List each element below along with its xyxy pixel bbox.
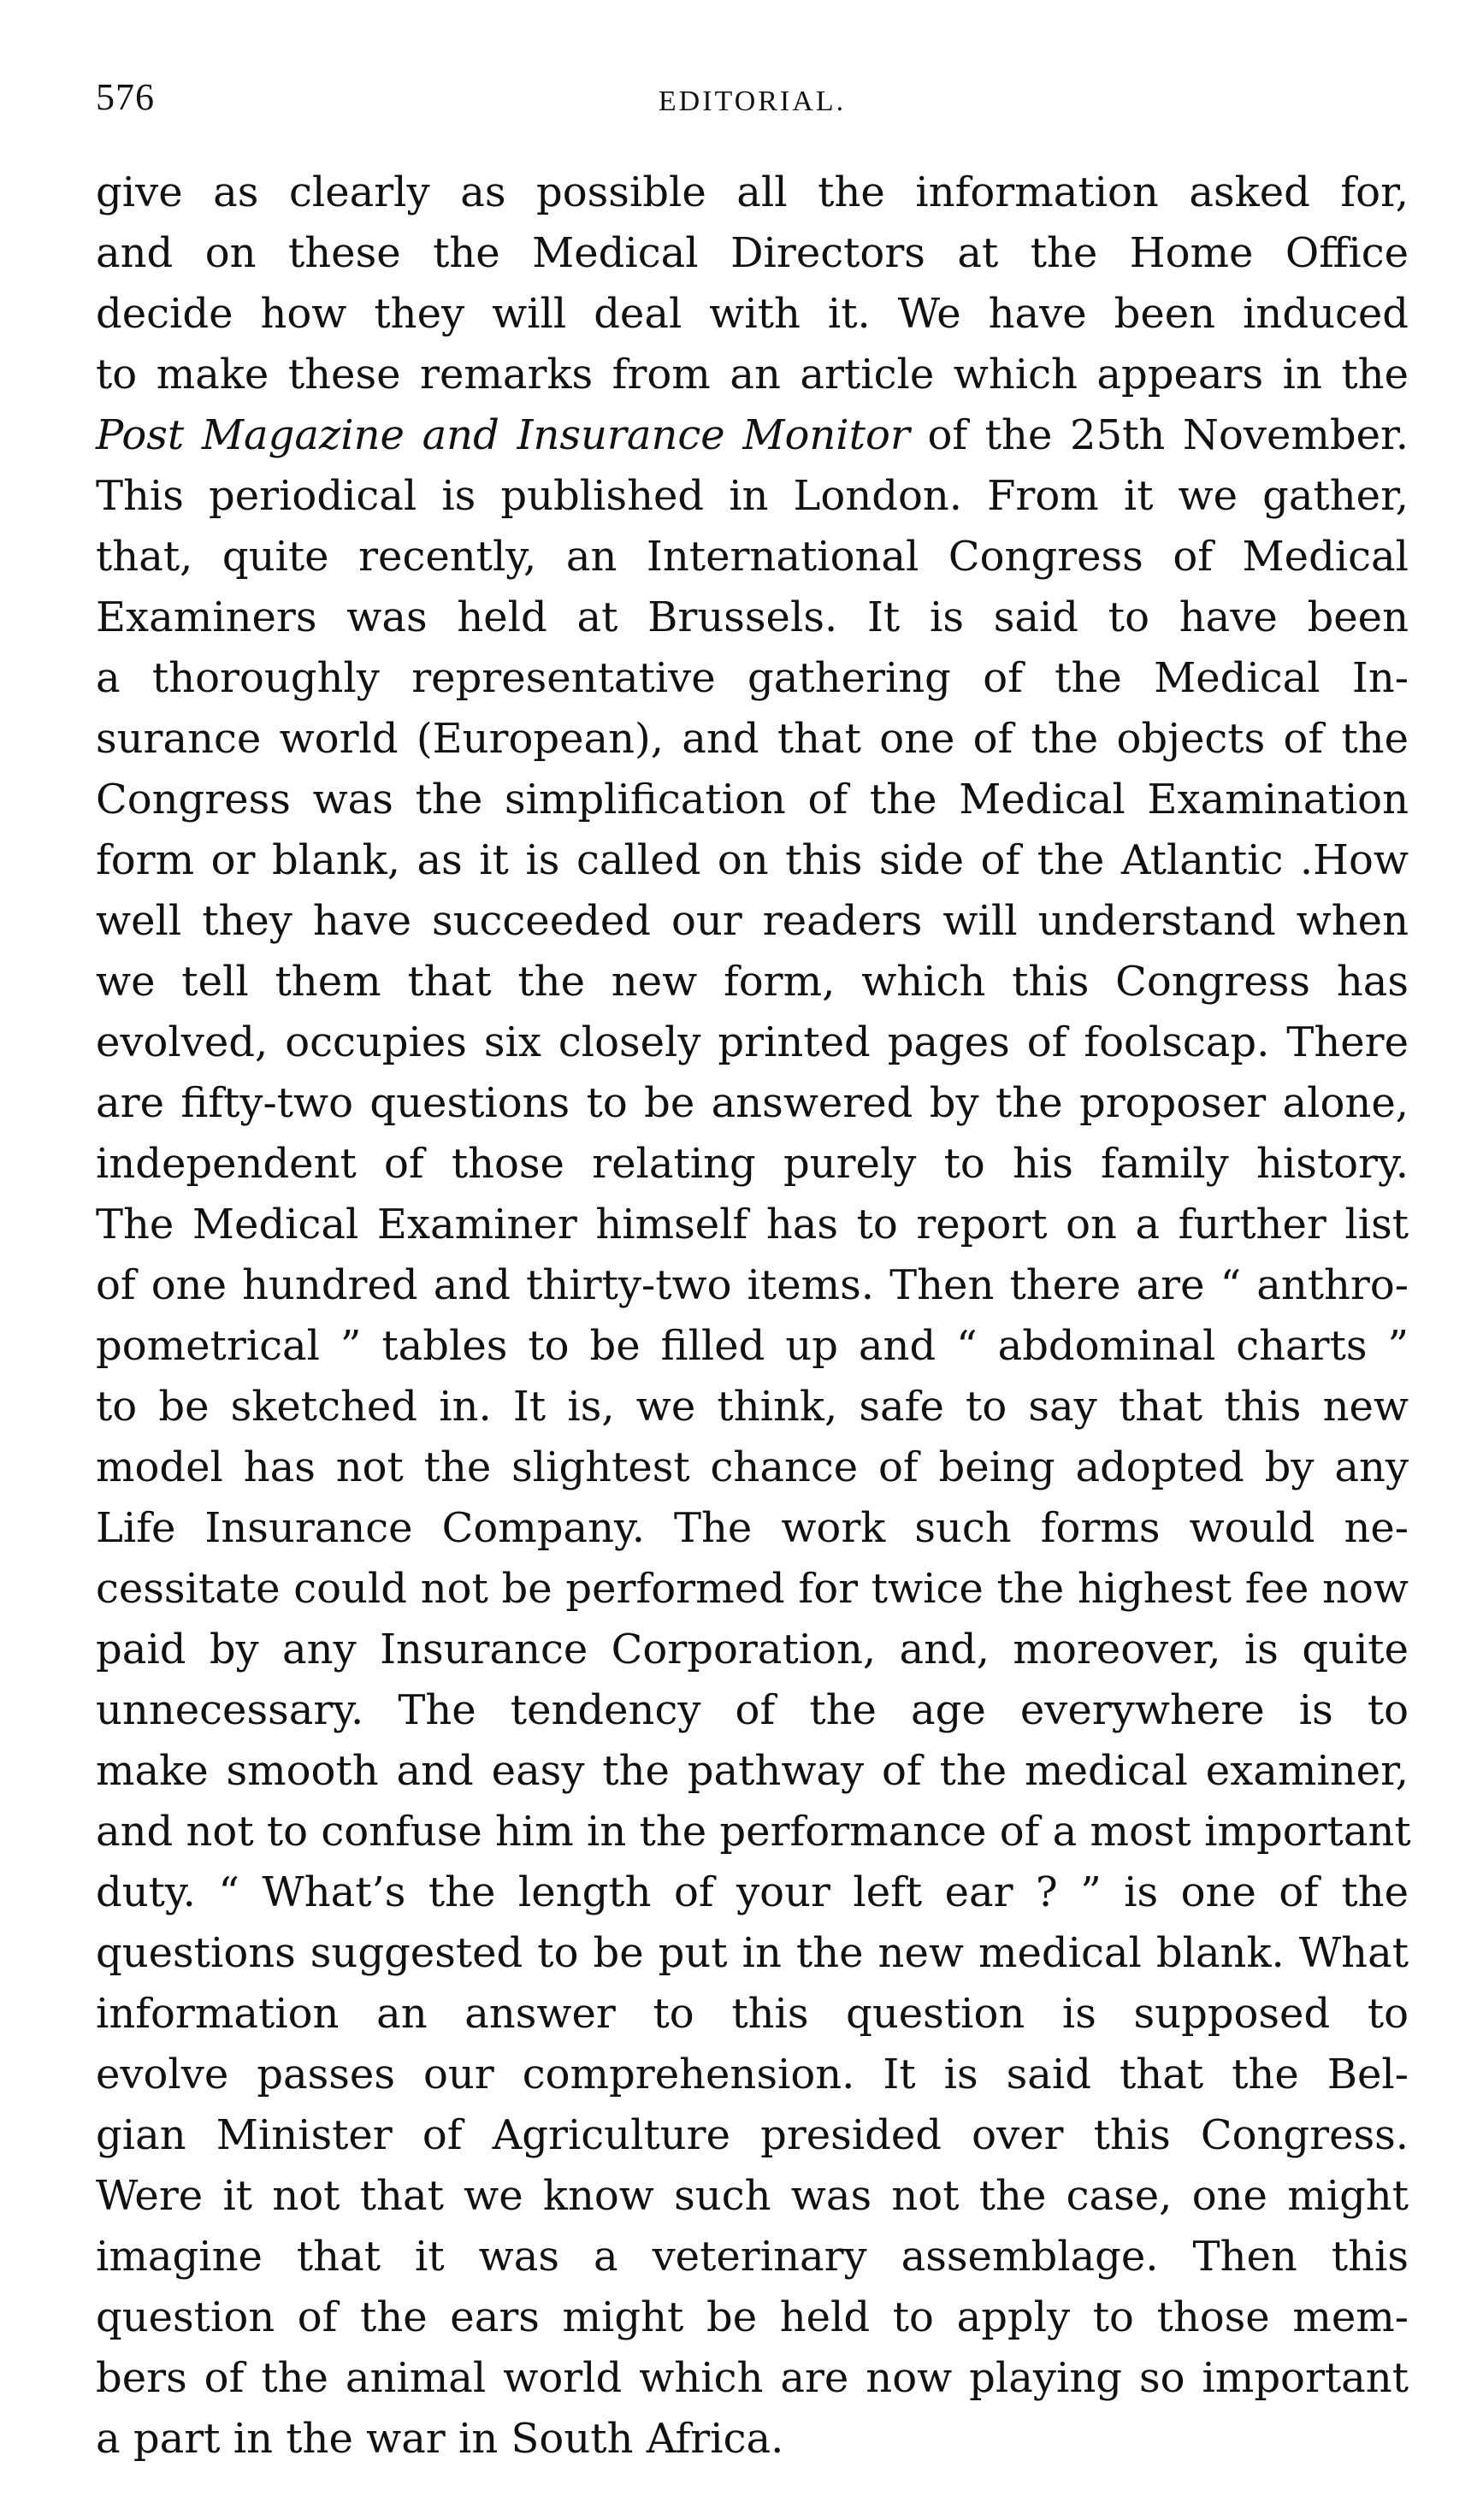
text-line: of one hundred and thirty-two items. Then there are “ anthro-: [96, 1261, 1409, 1309]
text-line: The Medical Examiner himself has to report on a further list: [96, 1201, 1409, 1248]
text-line: Were it not that we know such was not the case, one might: [96, 2172, 1409, 2220]
text-line: bers of the animal world which are now playing so important: [96, 2354, 1409, 2402]
text-line: are fifty-two questions to be answered by the proposer alone,: [96, 1079, 1409, 1127]
page-header: [96, 76, 1409, 139]
text-line: cessitate could not be performed for twice the highest fee now: [96, 1565, 1409, 1613]
publication-title: Post Magazine and Insurance Monitor: [96, 411, 910, 459]
text-line: form or blank, as it is called on this side of the Atlantic .How: [96, 836, 1409, 884]
text-line: well they have succeeded our readers will understand when: [96, 897, 1409, 945]
page-number: 576: [96, 76, 155, 118]
text-line: and on these the Medical Directors at the Home Office: [96, 229, 1409, 277]
text-line: independent of those relating purely to his family history.: [96, 1140, 1409, 1188]
text-line-with-title: [96, 405, 1409, 466]
text-line: gian Minister of Agriculture presided over this Congress.: [96, 2111, 1409, 2159]
running-head: EDITORIAL.: [658, 86, 847, 117]
text-line: that, quite recently, an International Congress of Medical: [96, 533, 1409, 581]
text-line: question of the ears might be held to apply to those mem-: [96, 2293, 1409, 2341]
text-line: information an answer to this question is supposed to: [96, 1990, 1409, 2038]
text-line: Examiners was held at Brussels. It is said to have been: [96, 593, 1409, 641]
text-line: we tell them that the new form, which this Congress has: [96, 958, 1409, 1006]
text-line: give as clearly as possible all the information asked for,: [96, 168, 1409, 216]
text-line: Life Insurance Company. The work such forms would ne-: [96, 1504, 1409, 1552]
text-line: Congress was the simplification of the Medical Examination: [96, 776, 1409, 823]
text-line: unnecessary. The tendency of the age everywhere is to: [96, 1686, 1409, 1734]
text-line: imagine that it was a veterinary assemblage. Then this: [96, 2233, 1409, 2281]
text-line: to make these remarks from an article which appears in the: [96, 351, 1409, 398]
text-line: a part in the war in South Africa.: [96, 2415, 784, 2463]
text-line: make smooth and easy the pathway of the medical examiner,: [96, 1747, 1409, 1795]
text-line: pometrical ” tables to be filled up and “ abdominal charts ”: [96, 1322, 1409, 1370]
editorial-body: [96, 162, 1409, 2470]
text-line: a thoroughly representative gathering of the Medical In-: [96, 654, 1409, 702]
text-line: model has not the slightest chance of being adopted by any: [96, 1443, 1409, 1491]
text-line: to be sketched in. It is, we think, safe to say that this new: [96, 1383, 1409, 1431]
text-line: paid by any Insurance Corporation, and, moreover, is quite: [96, 1626, 1409, 1673]
text-line: surance world (European), and that one of the objects of the: [96, 715, 1409, 763]
text-line: and not to confuse him in the performance of a most important: [96, 1808, 1411, 1856]
text-line: questions suggested to be put in the new medical blank. What: [96, 1929, 1409, 1977]
text-line: evolved, occupies six closely printed pages of foolscap. There: [96, 1018, 1409, 1066]
text-line: This periodical is published in London. From it we gather,: [96, 472, 1409, 520]
text-line-rest: of the 25th November.: [909, 411, 1409, 459]
text-line: duty. “ What’s the length of your left ear ? ” is one of the: [96, 1868, 1409, 1916]
text-line: decide how they will deal with it. We have been induced: [96, 290, 1409, 338]
text-line: evolve passes our comprehension. It is said that the Bel-: [96, 2051, 1409, 2098]
